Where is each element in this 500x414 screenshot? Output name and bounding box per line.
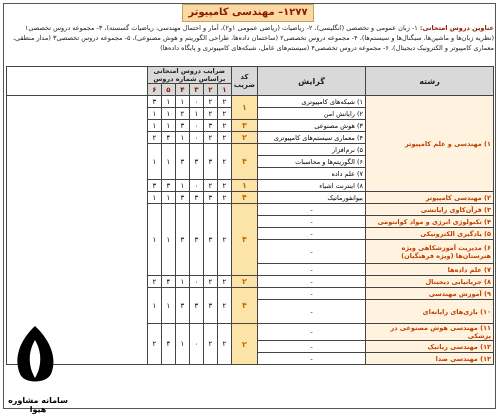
coef-cell: ۲	[203, 108, 217, 120]
orientation-cell: -	[258, 288, 366, 300]
coef-cell: ۲	[217, 288, 231, 324]
coef-cell: ۱	[147, 288, 161, 324]
major-12: ۱۲) مهندسی رباتیک	[366, 341, 494, 353]
orientation-cell: -	[258, 276, 366, 288]
orientation-cell: ۱) شبکه‌های کامپیوتری	[258, 96, 366, 108]
coef-cell: ۴	[161, 324, 175, 365]
coef-cell: ۳	[175, 288, 189, 324]
table-row	[7, 96, 494, 108]
header-num-4: ۴	[175, 84, 189, 96]
major-3: ۳) قرآن‌کاوی رایانشی	[366, 204, 494, 216]
orientation-cell: -	[258, 353, 366, 365]
major-9: ۹) آموزش مهندسی	[366, 288, 494, 300]
coef-cell: ۰	[189, 132, 203, 144]
coef-cell: ۰	[189, 324, 203, 365]
major-7: ۷) علم داده‌ها	[366, 264, 494, 276]
coef-cell: ۱	[175, 180, 189, 192]
coef-cell: ۲	[217, 120, 231, 132]
coef-cell: ۳	[175, 120, 189, 132]
coef-cell: ۳	[189, 144, 203, 180]
orientation-cell: ۲) رایانش امن	[258, 108, 366, 120]
coef-cell: ۲	[203, 324, 217, 365]
coef-cell: ۲	[217, 324, 231, 365]
coef-cell: ۳	[189, 192, 203, 204]
header-num-2: ۲	[203, 84, 217, 96]
major-2: ۲) مهندسی کامپیوتر	[366, 192, 494, 204]
major-5: ۵) یادگیری الکترونیکی	[366, 228, 494, 240]
header-blank	[7, 67, 148, 96]
coef-cell: ۲	[217, 132, 231, 144]
coef-cell: ۳	[147, 180, 161, 192]
orientation-cell: بیوانفورماتیک	[258, 192, 366, 204]
coef-code-cell: ۴	[231, 192, 257, 204]
coef-cell: ۳	[203, 204, 217, 276]
coef-cell: ۱	[161, 288, 175, 324]
coef-cell: ۲	[217, 180, 231, 192]
header-coef-group: ضرایب دروس امتحانی براساس شماره دروس	[147, 67, 231, 84]
orientation-cell: -	[258, 240, 366, 264]
major-4: ۴) تکنولوژی انرژی و مواد کوانتومی	[366, 216, 494, 228]
coef-code-cell: ۲	[231, 132, 257, 144]
coef-code-cell: ۲	[231, 324, 257, 365]
coef-cell: ۲	[217, 276, 231, 288]
coef-cell: ۱	[175, 132, 189, 144]
coef-cell: ۰	[189, 120, 203, 132]
coef-cell: ۰	[189, 180, 203, 192]
major-11: ۱۱) مهندسی هوش مصنوعی در پزشکی	[366, 324, 494, 341]
major-6: ۶) مدیریت آموزشکاهی ویژه هنرستان‌ها (ویژه فرهنگیان)	[366, 240, 494, 264]
coefficients-table	[6, 66, 494, 365]
coef-cell: ۱	[161, 192, 175, 204]
coef-code-cell: ۳	[231, 120, 257, 132]
coef-cell: ۱	[161, 108, 175, 120]
orientation-cell: -	[258, 264, 366, 276]
header-num-6: ۶	[147, 84, 161, 96]
major-1: ۱) مهندسی و علم کامپیوتر	[366, 96, 494, 192]
coef-cell: ۳	[161, 180, 175, 192]
coef-cell: ۱	[147, 120, 161, 132]
coef-cell: ۱	[147, 192, 161, 204]
intro-text: ۱- زبان عمومی و تخصصی (انگلیسی)، ۲- ریاضیات (ریاضی عمومی ۱و۲)، آمار و احتمال مهندسی، ریاضیات گسسته)، ۳- مجموعه دروس تخصصی۱ (نظریه زبان‌ها و ماشین‌ها، سیگنال‌ها و سیستم‌ها)، ۴- مجموعه دروس تخصصی۲ (ساختمان داده‌ها، طراحی الگوریتم و هوش مصنوعی)، ۵- مجموعه دروس تخصصی۳ (مدار منطقی، معماری کامپیوتر و الکترونیک دیجیتال)، ۶- مجموعه دروس تخصصی۴ (سیستم‌های عامل، شبکه‌های کامپیوتری و پایگاه داده‌ها)	[12, 24, 494, 52]
coef-cell: ۱	[175, 276, 189, 288]
orientation-cell: -	[258, 300, 366, 324]
coef-cell: ۳	[175, 144, 189, 180]
header-num-1: ۱	[217, 84, 231, 96]
coef-cell: ۳	[203, 288, 217, 324]
coef-cell: ۳	[147, 96, 161, 108]
major-13: ۱۳) مهندسی صدا	[366, 353, 494, 365]
coef-cell: ۱	[161, 96, 175, 108]
header-major: رشته	[366, 67, 494, 96]
coef-cell: ۲	[217, 108, 231, 120]
coef-cell: ۲	[203, 96, 217, 108]
orientation-cell: ۷) علم داده	[258, 168, 366, 180]
coef-cell: ۲	[147, 276, 161, 288]
coef-cell: ۳	[203, 192, 217, 204]
coef-cell: ۳	[175, 192, 189, 204]
coef-cell: ۲	[147, 132, 161, 144]
coef-cell: ۴	[161, 132, 175, 144]
orientation-cell: -	[258, 341, 366, 353]
coef-cell: ۳	[189, 288, 203, 324]
coef-cell: ۱	[147, 144, 161, 180]
coef-cell: ۲	[203, 132, 217, 144]
coef-code-cell: ۱	[231, 96, 257, 120]
orientation-cell: -	[258, 204, 366, 216]
coef-cell: ۳	[189, 204, 203, 276]
coef-cell: ۱	[175, 96, 189, 108]
orientation-cell: -	[258, 228, 366, 240]
coef-cell: ۰	[189, 276, 203, 288]
orientation-cell: -	[258, 216, 366, 228]
exam-subjects-intro	[6, 23, 494, 63]
orientation-cell: -	[258, 324, 366, 341]
coef-cell: ۲	[175, 108, 189, 120]
coef-cell: ۲	[147, 324, 161, 365]
header-num-5: ۵	[161, 84, 175, 96]
header-coef-code: کد ضریب	[231, 67, 257, 96]
coef-cell: ۱	[161, 144, 175, 180]
coef-cell: ۱	[161, 120, 175, 132]
coef-code-cell: ۲	[231, 276, 257, 288]
coef-cell: ۰	[189, 96, 203, 108]
orientation-cell: ۶) الگوریتم‌ها و محاسبات	[258, 156, 366, 168]
coef-cell: ۱	[189, 108, 203, 120]
coef-code-cell: ۴	[231, 204, 257, 276]
header-orientation: گرایش	[258, 67, 366, 96]
coef-cell: ۱	[147, 204, 161, 276]
coef-cell: ۲	[203, 276, 217, 288]
page-title: ۱۲۷۷– مهندسی کامپیوتر	[182, 4, 314, 22]
intro-label: عناوین دروس امتحانی:	[419, 24, 494, 32]
logo-text: سامانه مشاوره هیوا	[8, 396, 68, 414]
header-num-3: ۳	[189, 84, 203, 96]
coef-cell: ۱	[175, 324, 189, 365]
coef-cell: ۴	[161, 276, 175, 288]
coef-cell: ۱	[147, 108, 161, 120]
coef-code-cell: ۴	[231, 144, 257, 180]
orientation-cell: ۸) اینترنت اشیاء	[258, 180, 366, 192]
orientation-cell: ۵) نرم‌افزار	[258, 144, 366, 156]
coef-cell: ۳	[175, 204, 189, 276]
coef-code-cell: ۱	[231, 180, 257, 192]
coef-cell: ۲	[217, 192, 231, 204]
coef-cell: ۲	[217, 96, 231, 108]
coef-cell: ۲	[217, 144, 231, 180]
logo-flame-icon	[8, 322, 63, 392]
coef-cell: ۳	[203, 120, 217, 132]
coef-cell: ۲	[217, 204, 231, 276]
coef-cell: ۱	[161, 204, 175, 276]
orientation-cell: ۳) هوش مصنوعی	[258, 120, 366, 132]
coef-cell: ۳	[203, 144, 217, 180]
major-8: ۸) جریانیابی دیجیتال	[366, 276, 494, 288]
orientation-cell: ۴) معماری سیستم‌های کامپیوتری	[258, 132, 366, 144]
major-10: ۱۰) بازی‌های رایانه‌ای	[366, 300, 494, 324]
coef-code-cell: ۴	[231, 288, 257, 324]
coef-cell: ۲	[203, 180, 217, 192]
